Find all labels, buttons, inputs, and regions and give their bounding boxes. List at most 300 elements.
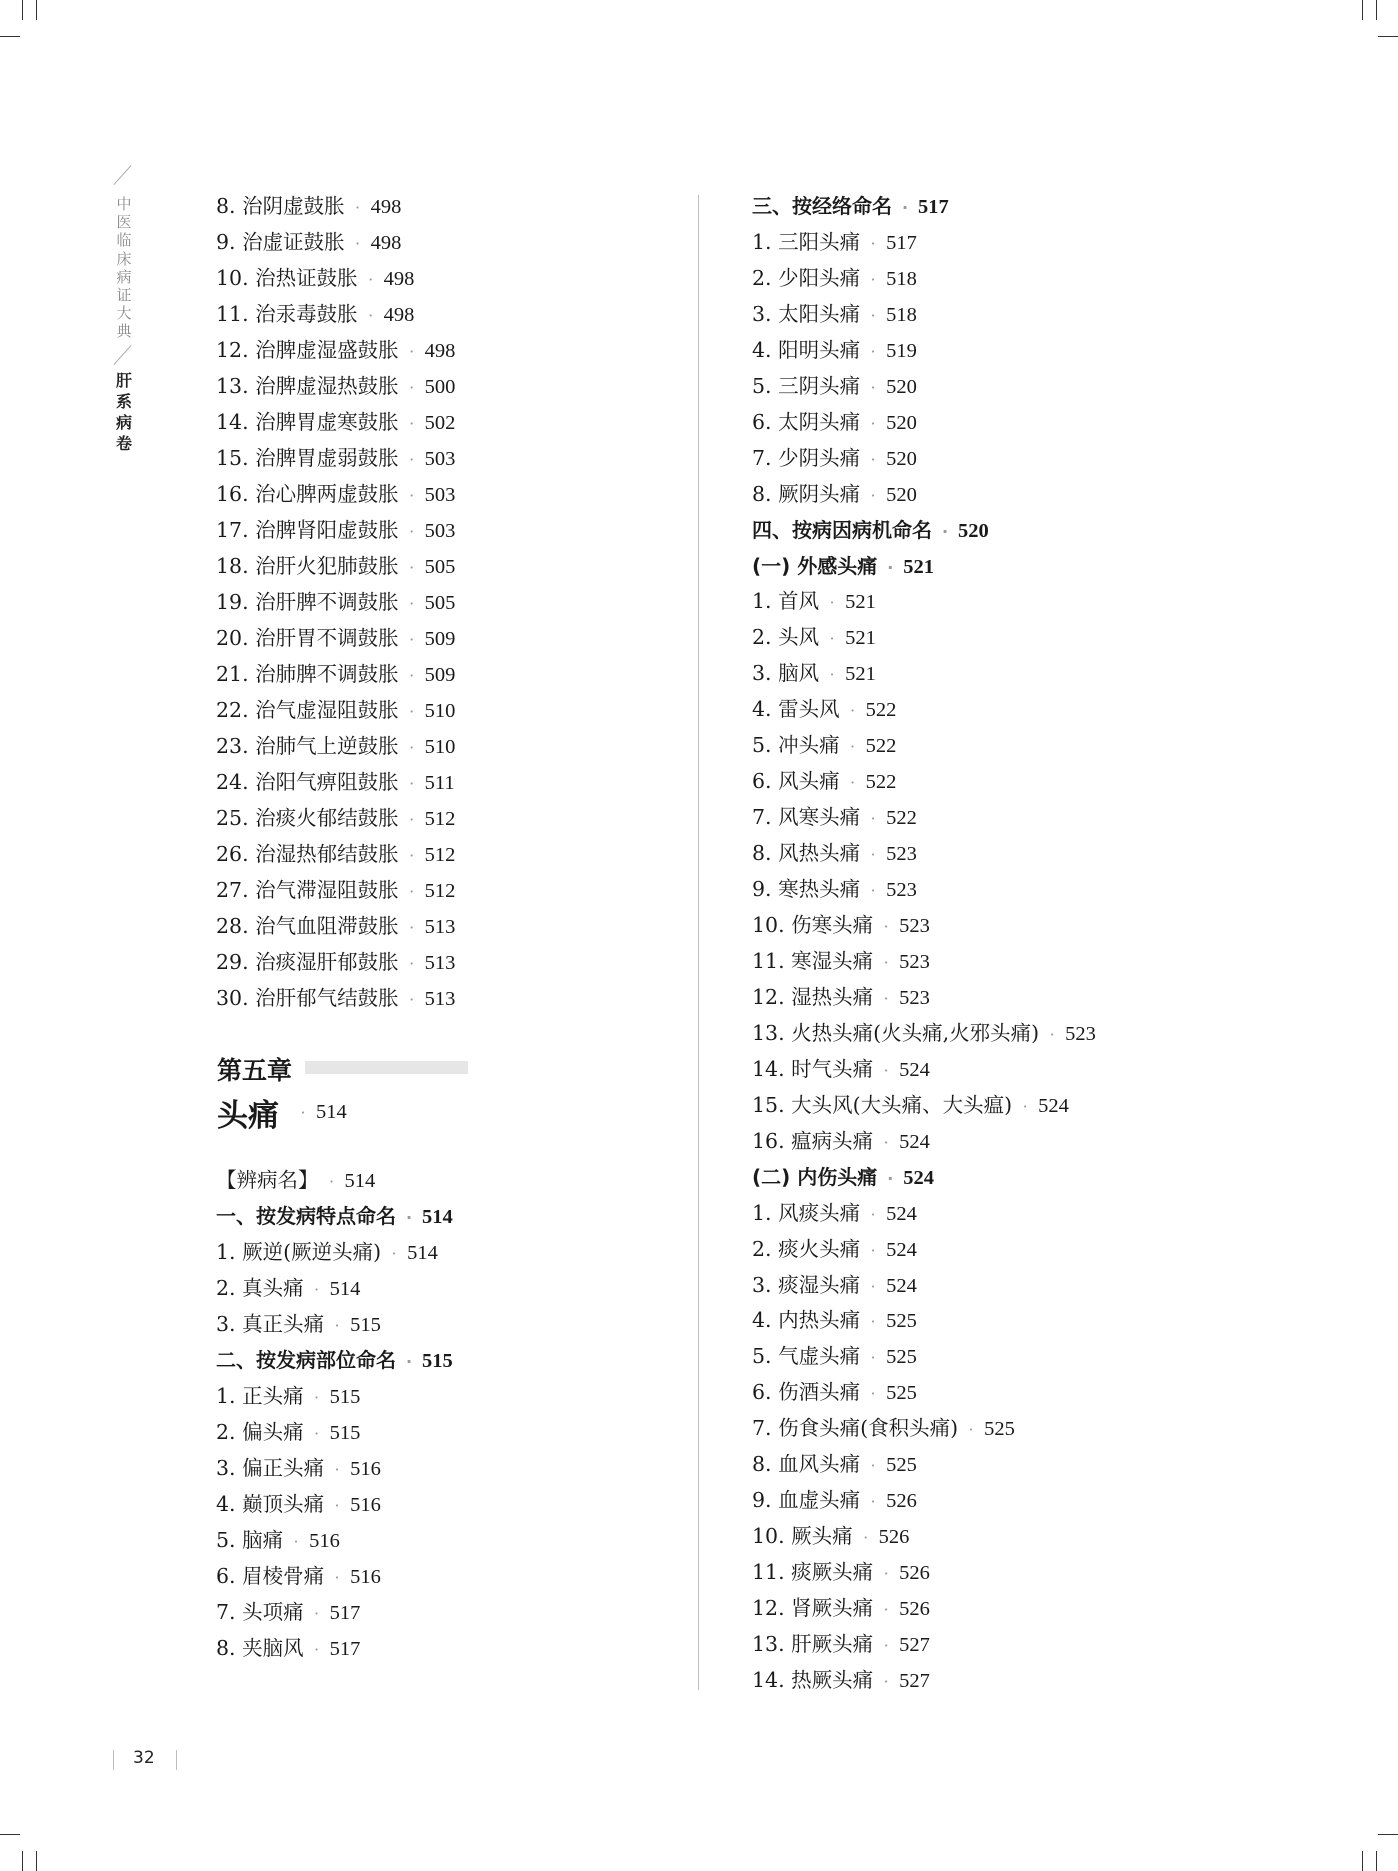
toc-entry xyxy=(752,1231,917,1267)
toc-entry xyxy=(216,1522,340,1558)
toc-leader-dot: · xyxy=(368,306,374,325)
toc-entry xyxy=(752,1195,917,1231)
toc-entry-label: 4. 内热头痛 xyxy=(752,1308,861,1333)
toc-entry-page: 523 xyxy=(899,950,930,973)
toc-leader-dot: · xyxy=(355,234,361,253)
toc-entry-label: 13. 火热头痛(火头痛,火邪头痛) xyxy=(752,1020,1040,1045)
toc-entry-label: 12. 湿热头痛 xyxy=(752,984,874,1009)
toc-entry xyxy=(216,1558,381,1594)
toc-entry-label: 22. 治气虚湿阻鼓胀 xyxy=(216,698,399,722)
toc-leader-dot: · xyxy=(409,594,415,613)
toc-entry-page: 513 xyxy=(424,988,456,1010)
sidebar-volume-char: 肝 xyxy=(115,371,132,390)
toc-leader-dot: · xyxy=(850,737,856,757)
toc-entry-label: 【辨病名】 xyxy=(216,1168,319,1192)
toc-entry xyxy=(216,224,401,260)
toc-entry xyxy=(752,476,917,512)
toc-leader-dot: · xyxy=(883,1060,889,1080)
toc-entry-label: 2. 偏头痛 xyxy=(216,1420,304,1444)
toc-leader-dot: · xyxy=(901,198,909,217)
toc-entry xyxy=(216,440,455,476)
toc-entry xyxy=(752,979,930,1015)
toc-leader-dot: · xyxy=(870,881,876,901)
toc-entry-label: 1. 厥逆(厥逆头痛) xyxy=(216,1240,382,1264)
toc-leader-dot: · xyxy=(314,1388,320,1407)
toc-leader-dot: · xyxy=(870,1456,876,1476)
toc-leader-dot: · xyxy=(355,198,361,217)
sidebar-book-char: 病 xyxy=(116,267,132,286)
toc-entry-page: 517 xyxy=(329,1638,361,1660)
toc-leader-dot: · xyxy=(870,341,876,361)
toc-entry-label: 3. 脑风 xyxy=(752,661,820,686)
toc-entry-label: 1. 风痰头痛 xyxy=(752,1200,861,1225)
toc-entry-page: 520 xyxy=(958,519,989,542)
toc-entry xyxy=(752,835,917,871)
toc-entry-label: 1. 正头痛 xyxy=(216,1384,304,1408)
toc-entry xyxy=(216,188,401,224)
toc-entry-page: 503 xyxy=(424,484,456,506)
toc-leader-dot: · xyxy=(293,1532,299,1551)
toc-entry-label: 14. 热厥头痛 xyxy=(752,1667,874,1692)
crop-mark xyxy=(1362,1851,1363,1871)
toc-entry-page: 509 xyxy=(424,664,456,686)
crop-mark xyxy=(0,1834,20,1835)
toc-entry-page: 510 xyxy=(424,736,456,758)
toc-entry-page: 514 xyxy=(329,1278,361,1300)
toc-entry xyxy=(216,980,455,1016)
toc-entry-label: 1. 首风 xyxy=(752,589,820,614)
toc-leader-dot: · xyxy=(409,522,415,541)
toc-entry-page: 523 xyxy=(899,915,930,937)
crop-mark xyxy=(1362,0,1363,20)
toc-entry-page: 512 xyxy=(424,844,456,866)
toc-entry-page: 525 xyxy=(984,1418,1015,1441)
toc-entry-label: 17. 治脾肾阳虚鼓胀 xyxy=(216,518,399,542)
toc-entry xyxy=(752,440,917,476)
toc-entry xyxy=(216,656,455,692)
toc-entry-label: 26. 治湿热郁结鼓胀 xyxy=(216,842,399,866)
toc-entry xyxy=(216,908,455,944)
toc-entry-label: 1. 三阳头痛 xyxy=(752,229,861,254)
toc-entry xyxy=(216,872,455,908)
toc-section-heading xyxy=(752,1159,934,1195)
toc-entry-label: 8. 夹脑风 xyxy=(216,1636,304,1660)
toc-entry-label: 30. 治肝郁气结鼓胀 xyxy=(216,986,399,1010)
toc-entry xyxy=(216,296,414,332)
toc-entry xyxy=(752,332,917,368)
toc-entry-page: 513 xyxy=(424,952,456,974)
toc-entry-label: 13. 治脾虚湿热鼓胀 xyxy=(216,374,399,398)
toc-entry-label: (一) 外感头痛 xyxy=(752,553,878,578)
toc-leader-dot: · xyxy=(314,1280,320,1299)
toc-leader-dot: · xyxy=(409,558,415,577)
toc-entry-label: 13. 肝厥头痛 xyxy=(752,1632,874,1656)
toc-leader-dot: · xyxy=(870,809,876,829)
crop-mark xyxy=(0,36,20,37)
toc-leader-dot: · xyxy=(850,701,856,721)
toc-leader-dot: · xyxy=(409,846,415,865)
toc-entry-label: 4. 巅顶头痛 xyxy=(216,1492,325,1516)
toc-leader-dot: · xyxy=(409,414,415,433)
toc-leader-dot: · xyxy=(870,1204,876,1224)
toc-entry xyxy=(216,1234,438,1270)
toc-entry-page: 522 xyxy=(865,735,897,758)
toc-leader-dot: · xyxy=(870,413,876,433)
toc-entry xyxy=(752,1051,930,1087)
toc-entry-label: 28. 治气血阻滞鼓胀 xyxy=(216,914,399,938)
toc-entry xyxy=(216,1450,381,1486)
column-divider xyxy=(698,195,699,1690)
toc-entry-label: 9. 治虚证鼓胀 xyxy=(216,230,345,254)
toc-entry-page: 514 xyxy=(422,1206,453,1228)
toc-entry xyxy=(752,1087,1069,1123)
sidebar-book-title xyxy=(113,195,135,341)
sidebar-slash xyxy=(113,165,131,185)
toc-entry-page: 525 xyxy=(886,1346,917,1369)
toc-leader-dot: · xyxy=(405,1352,413,1371)
crop-mark xyxy=(36,1851,37,1871)
toc-entry-page: 498 xyxy=(370,196,402,218)
toc-entry-page: 524 xyxy=(903,1166,934,1189)
toc-entry-page: 500 xyxy=(424,376,456,398)
toc-entry-page: 518 xyxy=(886,303,917,326)
toc-entry-label: 8. 风热头痛 xyxy=(752,841,861,866)
toc-entry-page: 521 xyxy=(845,663,876,686)
toc-entry xyxy=(216,1270,360,1306)
sidebar-book-char: 证 xyxy=(116,286,132,305)
toc-entry-page: 523 xyxy=(899,986,930,1009)
toc-entry-label: 19. 治肝脾不调鼓胀 xyxy=(216,590,399,614)
sidebar-book-char: 医 xyxy=(116,213,132,232)
sidebar-book-char: 床 xyxy=(116,249,132,268)
toc-entry xyxy=(216,260,414,296)
toc-entry-label: 14. 时气头痛 xyxy=(752,1056,874,1081)
toc-entry xyxy=(752,799,917,835)
toc-entry-page: 523 xyxy=(1065,1022,1096,1045)
toc-entry xyxy=(216,332,455,368)
toc-entry-label: 3. 真正头痛 xyxy=(216,1312,325,1336)
toc-leader-dot: · xyxy=(870,305,876,325)
toc-entry-label: 5. 气虚头痛 xyxy=(752,1344,861,1369)
toc-leader-dot: · xyxy=(870,269,876,289)
toc-entry-label: 8. 治阴虚鼓胀 xyxy=(216,194,345,218)
toc-entry-page: 525 xyxy=(886,1454,917,1477)
toc-leader-dot: · xyxy=(409,702,415,721)
toc-entry xyxy=(752,727,896,763)
toc-entry xyxy=(216,368,455,404)
toc-leader-dot: · xyxy=(409,738,415,757)
toc-leader-dot: · xyxy=(870,1348,876,1368)
toc-entry xyxy=(752,1626,930,1662)
toc-entry-label: 14. 治脾胃虚寒鼓胀 xyxy=(216,410,399,434)
toc-leader-dot: · xyxy=(409,630,415,649)
toc-entry-label: 11. 治汞毒鼓胀 xyxy=(216,302,358,326)
toc-entry xyxy=(752,224,917,260)
toc-entry xyxy=(752,1015,1096,1051)
toc-entry-page: 526 xyxy=(899,1598,930,1621)
toc-entry-label: 6. 眉棱骨痛 xyxy=(216,1564,325,1588)
toc-leader-dot: · xyxy=(409,378,415,397)
toc-entry-label: 8. 血风头痛 xyxy=(752,1452,861,1477)
toc-section-heading xyxy=(216,1342,453,1378)
toc-entry xyxy=(752,1410,1015,1446)
crop-mark xyxy=(36,0,37,20)
toc-entry-label: 15. 大头风(大头痛、大头瘟) xyxy=(752,1092,1013,1117)
toc-leader-dot: · xyxy=(334,1496,340,1515)
toc-entry-label: 2. 少阳头痛 xyxy=(752,265,861,290)
toc-entry xyxy=(752,404,917,440)
toc-entry-page: 498 xyxy=(370,232,402,254)
toc-entry-label: 二、按发病部位命名 xyxy=(216,1348,396,1372)
toc-leader-dot: · xyxy=(829,593,835,613)
toc-leader-dot: · xyxy=(870,233,876,253)
toc-entry-page: 511 xyxy=(424,772,455,794)
toc-entry-page: 519 xyxy=(886,339,917,362)
toc-leader-dot: · xyxy=(883,1671,889,1691)
toc-entry xyxy=(752,871,917,907)
toc-leader-dot: · xyxy=(409,774,415,793)
toc-entry-page: 510 xyxy=(424,700,456,722)
toc-entry-label: 16. 瘟病头痛 xyxy=(752,1128,874,1153)
toc-entry-label: 3. 太阳头痛 xyxy=(752,301,861,326)
toc-entry-page: 522 xyxy=(865,699,897,722)
crop-mark xyxy=(22,0,23,20)
chapter-decor-bar xyxy=(305,1061,468,1074)
toc-entry xyxy=(752,763,896,799)
chapter-title: 头痛 xyxy=(217,1098,279,1134)
toc-entry-label: 4. 雷头风 xyxy=(752,697,840,722)
toc-entry-page: 505 xyxy=(424,556,456,578)
sidebar-volume-char: 卷 xyxy=(115,434,132,453)
toc-entry xyxy=(752,907,930,943)
toc-entry xyxy=(752,1590,930,1626)
toc-entry-page: 524 xyxy=(886,1274,917,1297)
sidebar-volume-char: 系 xyxy=(115,392,132,411)
toc-leader-dot: · xyxy=(409,810,415,829)
sidebar-volume-char: 病 xyxy=(115,413,132,432)
toc-entry xyxy=(216,476,455,512)
toc-leader-dot: · xyxy=(941,521,949,541)
toc-entry-label: 5. 三阴头痛 xyxy=(752,373,861,398)
toc-leader-dot: · xyxy=(870,1384,876,1404)
toc-entry-label: 2. 头风 xyxy=(752,625,820,650)
toc-leader-dot: · xyxy=(883,1600,889,1620)
sidebar-book-char: 临 xyxy=(116,231,132,250)
toc-entry xyxy=(216,1306,381,1342)
toc-entry xyxy=(752,943,930,979)
toc-entry-page: 521 xyxy=(903,555,934,578)
toc-entry-page: 520 xyxy=(886,375,917,398)
toc-leader-dot: · xyxy=(870,845,876,865)
toc-entry xyxy=(216,1630,360,1666)
toc-leader-dot: · xyxy=(887,1168,894,1188)
sidebar-slash xyxy=(113,345,131,365)
toc-leader-dot: · xyxy=(334,1568,340,1587)
toc-entry xyxy=(216,728,455,764)
toc-entry xyxy=(752,260,917,296)
toc-entry-page: 523 xyxy=(886,879,917,902)
toc-entry-page: 520 xyxy=(886,483,917,506)
toc-leader-dot: · xyxy=(314,1604,320,1623)
toc-leader-dot: · xyxy=(829,629,835,649)
toc-section-heading xyxy=(752,512,989,548)
toc-entry xyxy=(752,1374,917,1410)
toc-entry xyxy=(752,1482,917,1518)
toc-leader-dot: · xyxy=(870,1240,876,1260)
toc-entry xyxy=(216,548,455,584)
toc-leader-dot: · xyxy=(368,270,374,289)
toc-entry-page: 516 xyxy=(350,1458,381,1480)
toc-entry-label: 25. 治痰火郁结鼓胀 xyxy=(216,806,399,830)
toc-entry-label: 27. 治气滞湿阻鼓胀 xyxy=(216,878,399,902)
toc-entry-label: 16. 治心脾两虚鼓胀 xyxy=(216,482,399,506)
toc-entry xyxy=(752,1518,909,1554)
toc-entry xyxy=(216,1486,381,1522)
toc-entry xyxy=(216,620,455,656)
toc-entry-label: 5. 脑痛 xyxy=(216,1528,284,1552)
toc-leader-dot: · xyxy=(850,773,856,793)
crop-mark xyxy=(1376,1851,1377,1871)
toc-entry-label: 18. 治肝火犯肺鼓胀 xyxy=(216,554,399,578)
chapter-page: · 514 xyxy=(300,1101,347,1123)
toc-entry xyxy=(216,1594,360,1630)
toc-entry-label: 四、按病因病机命名 xyxy=(752,517,932,542)
toc-entry xyxy=(752,1123,930,1159)
sidebar-book-char: 典 xyxy=(116,322,132,341)
toc-leader-dot: · xyxy=(883,1132,889,1152)
footer-bar xyxy=(113,1750,114,1770)
toc-entry xyxy=(752,1662,930,1698)
toc-leader-dot: · xyxy=(405,1208,413,1227)
toc-entry-page: 509 xyxy=(424,628,456,650)
toc-leader-dot: · xyxy=(883,917,889,936)
toc-entry xyxy=(752,655,876,691)
toc-leader-dot: · xyxy=(1022,1096,1028,1116)
toc-entry xyxy=(752,368,917,404)
toc-entry-page: 498 xyxy=(383,268,415,290)
toc-leader-dot: · xyxy=(870,485,876,505)
toc-leader-dot: · xyxy=(391,1244,397,1263)
toc-entry-page: 525 xyxy=(886,1382,917,1405)
toc-entry xyxy=(752,691,896,727)
crop-mark xyxy=(1378,36,1398,37)
toc-entry-label: 29. 治痰湿肝郁鼓胀 xyxy=(216,950,399,974)
toc-entry-page: 527 xyxy=(899,1669,930,1692)
toc-leader-dot: · xyxy=(409,918,415,937)
toc-entry-label: 2. 痰火头痛 xyxy=(752,1236,861,1261)
toc-entry-label: 6. 太阴头痛 xyxy=(752,409,861,434)
toc-leader-dot: · xyxy=(870,449,876,469)
toc-entry xyxy=(752,1338,917,1374)
toc-leader-dot: · xyxy=(409,954,415,973)
toc-entry-label: 12. 肾厥头痛 xyxy=(752,1596,874,1621)
toc-entry-page: 524 xyxy=(1038,1094,1069,1117)
toc-entry-label: 7. 头项痛 xyxy=(216,1600,304,1624)
toc-leader-dot: · xyxy=(883,1564,889,1584)
toc-entry xyxy=(752,1267,917,1303)
toc-entry-label: 11. 痰厥头痛 xyxy=(752,1560,874,1585)
toc-entry xyxy=(752,619,876,655)
toc-entry-page: 524 xyxy=(886,1202,917,1225)
toc-entry-page: 515 xyxy=(329,1422,361,1444)
toc-leader-dot: · xyxy=(409,450,415,469)
toc-entry-label: 15. 治脾胃虚弱鼓胀 xyxy=(216,446,399,470)
toc-entry-label: 10. 伤寒头痛 xyxy=(752,913,874,937)
toc-leader-dot: · xyxy=(870,1276,876,1296)
toc-entry-label: 12. 治脾虚湿盛鼓胀 xyxy=(216,338,399,362)
toc-leader-dot: · xyxy=(870,1492,876,1512)
toc-entry-page: 522 xyxy=(865,771,897,794)
toc-section-heading xyxy=(752,548,934,584)
toc-leader-dot: · xyxy=(409,882,415,901)
toc-entry-page: 521 xyxy=(845,591,876,614)
toc-leader-dot: · xyxy=(409,342,415,361)
toc-entry-page: 515 xyxy=(422,1350,453,1372)
toc-entry-page: 524 xyxy=(899,1130,930,1153)
toc-entry xyxy=(216,800,455,836)
toc-entry-page: 517 xyxy=(886,231,917,254)
toc-leader-dot: · xyxy=(409,666,415,685)
toc-entry-page: 503 xyxy=(424,448,456,470)
toc-leader-dot: · xyxy=(334,1460,340,1479)
toc-entry-label: 一、按发病特点命名 xyxy=(216,1204,396,1228)
toc-entry-label: 三、按经络命名 xyxy=(752,194,892,218)
crop-mark xyxy=(22,1851,23,1871)
toc-entry-label: 10. 厥头痛 xyxy=(752,1524,853,1549)
toc-leader-dot: · xyxy=(328,1172,335,1191)
toc-entry-page: 513 xyxy=(424,916,456,938)
toc-entry xyxy=(752,296,917,332)
toc-entry-label: 4. 阳明头痛 xyxy=(752,337,861,362)
toc-leader-dot: · xyxy=(887,557,894,577)
toc-entry xyxy=(216,404,455,440)
toc-entry-label: (二) 内伤头痛 xyxy=(752,1164,878,1189)
toc-entry-page: 523 xyxy=(886,843,917,866)
footer-bar xyxy=(176,1750,177,1770)
toc-entry-page: 515 xyxy=(329,1386,361,1408)
toc-entry-label: 3. 痰湿头痛 xyxy=(752,1272,861,1297)
toc-entry-page: 520 xyxy=(886,411,917,434)
toc-entry xyxy=(752,1554,930,1590)
toc-entry-page: 512 xyxy=(424,808,456,830)
crop-mark xyxy=(1378,1834,1398,1835)
footer-page-number: 32 xyxy=(133,1748,155,1768)
toc-entry-page: 498 xyxy=(383,304,415,326)
toc-entry-page: 502 xyxy=(424,412,456,434)
sidebar-book-char: 中 xyxy=(116,195,132,213)
toc-entry-page: 517 xyxy=(329,1602,361,1624)
toc-entry-label: 5. 冲头痛 xyxy=(752,733,840,758)
toc-entry-label: 2. 真头痛 xyxy=(216,1276,304,1300)
toc-entry-label: 21. 治肺脾不调鼓胀 xyxy=(216,662,399,686)
toc-entry-page: 524 xyxy=(899,1058,930,1081)
toc-entry-page: 516 xyxy=(350,1566,381,1588)
toc-entry xyxy=(216,584,455,620)
toc-entry xyxy=(216,764,455,800)
toc-entry-label: 8. 厥阴头痛 xyxy=(752,481,861,506)
toc-entry-page: 522 xyxy=(886,807,917,830)
toc-entry-page: 520 xyxy=(886,447,917,470)
toc-entry xyxy=(216,1162,375,1198)
toc-entry-page: 524 xyxy=(886,1238,917,1261)
sidebar-book-char: 大 xyxy=(116,304,132,323)
toc-entry xyxy=(216,1378,360,1414)
toc-entry-label: 11. 寒湿头痛 xyxy=(752,948,874,973)
toc-entry-label: 10. 治热证鼓胀 xyxy=(216,266,358,290)
toc-leader-dot: · xyxy=(334,1316,340,1335)
toc-leader-dot: · xyxy=(870,1312,876,1332)
toc-entry xyxy=(216,836,455,872)
